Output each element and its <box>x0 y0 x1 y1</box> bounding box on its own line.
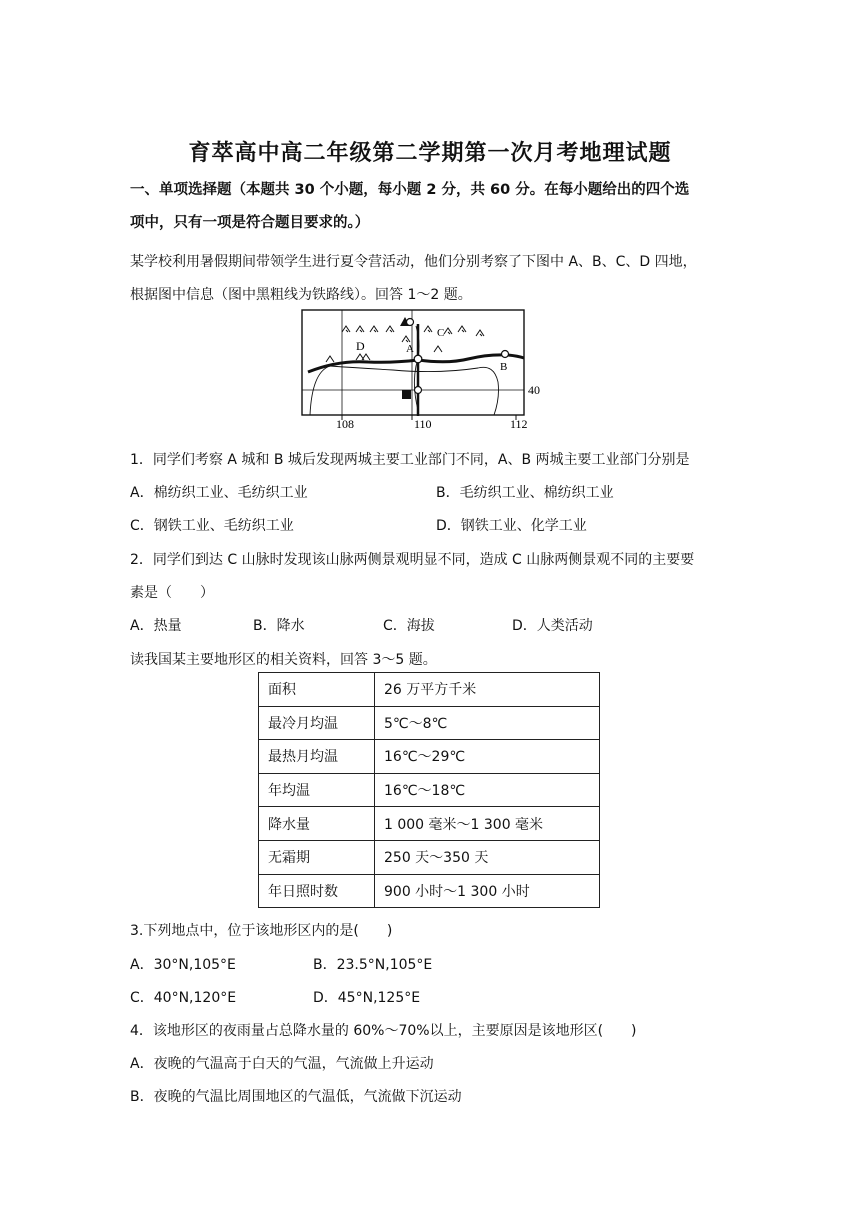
table-value: 26 万平方千米 <box>375 673 600 707</box>
label-a: A <box>406 343 414 355</box>
intro1-line1: 某学校利用暑假期间带领学生进行夏令营活动，他们分别考察了下图中 A、B、C、D 四地， <box>130 254 697 270</box>
mountain-icon <box>424 326 432 332</box>
q3-option-b[interactable]: B．23.5°N,105°E <box>313 957 433 973</box>
table-key: 年均温 <box>259 773 375 807</box>
intro1-line2: 根据图中信息（图中黑粗线为铁路线）。回答 1～2 题。 <box>130 287 472 303</box>
mountain-icon <box>370 326 378 332</box>
q1-option-c[interactable]: C．钢铁工业、毛纺织工业 <box>130 518 294 534</box>
railway-map-figure <box>298 306 548 430</box>
intro2: 读我国某主要地形区的相关资料，回答 3～5 题。 <box>130 652 437 668</box>
table-key: 面积 <box>259 673 375 707</box>
q2-option-a[interactable]: A．热量 <box>130 618 182 634</box>
table-row <box>259 773 600 807</box>
q2-option-c[interactable]: C．海拔 <box>383 618 435 634</box>
lon-label-110: 110 <box>414 417 432 430</box>
table-row <box>259 840 600 874</box>
q3-stem: 3.下列地点中，位于该地形区内的是( ) <box>130 923 393 939</box>
mountain-icon <box>444 328 452 334</box>
q2-stem-line1: 2．同学们到达 C 山脉时发现该山脉两侧景观明显不同，造成 C 山脉两侧景观不同的主要要 <box>130 552 695 568</box>
q3-option-a[interactable]: A．30°N,105°E <box>130 957 236 973</box>
label-b: B <box>500 361 508 373</box>
lat-label-40: 40 <box>528 383 540 397</box>
table-value: 1 000 毫米～1 300 毫米 <box>375 807 600 841</box>
lon-label-108: 108 <box>336 417 354 430</box>
table-key: 年日照时数 <box>259 874 375 908</box>
table-value: 250 天～350 天 <box>375 840 600 874</box>
q1-option-d[interactable]: D．钢铁工业、化学工业 <box>436 518 587 534</box>
mountain-icon <box>356 354 370 360</box>
q1-stem: 1．同学们考察 A 城和 B 城后发现两城主要工业部门不同，A、B 两城主要工业部门分别是 <box>130 452 690 468</box>
q1-option-a[interactable]: A．棉纺织工业、毛纺织工业 <box>130 485 308 501</box>
station-b <box>502 351 509 358</box>
table-value: 16℃～29℃ <box>375 740 600 774</box>
mountain-icon <box>476 330 484 336</box>
table-value: 16℃～18℃ <box>375 773 600 807</box>
q2-option-d[interactable]: D．人类活动 <box>512 618 593 634</box>
table-key: 最热月均温 <box>259 740 375 774</box>
lon-label-112: 112 <box>510 417 528 430</box>
mountain-icon <box>326 356 334 362</box>
table-row <box>259 807 600 841</box>
section-heading-line1: 一、单项选择题（本题共 30 个小题，每小题 2 分，共 60 分。在每小题给出的四个选 <box>130 182 690 198</box>
q1-option-b[interactable]: B．毛纺织工业、棉纺织工业 <box>436 485 614 501</box>
station-a <box>414 355 422 363</box>
table-row <box>259 874 600 908</box>
page-title: 育萃高中高二年级第二学期第一次月考地理试题 <box>188 141 672 166</box>
mountain-icon <box>356 326 364 332</box>
black-square-marker <box>402 390 411 399</box>
q4-stem: 4．该地形区的夜雨量占总降水量的 60%～70%以上，主要原因是该地形区( ) <box>130 1023 637 1039</box>
mountain-icon <box>434 346 442 352</box>
q3-option-d[interactable]: D．45°N,125°E <box>313 990 421 1006</box>
q2-stem-line2: 素是（ ） <box>130 585 214 601</box>
table-key: 最冷月均温 <box>259 706 375 740</box>
label-d: D <box>356 339 365 353</box>
mountain-icon <box>402 336 410 342</box>
label-c: C <box>437 327 445 339</box>
station-south <box>415 387 422 394</box>
station-north <box>407 319 414 326</box>
landform-data-table <box>258 672 600 908</box>
mountain-icon <box>458 326 466 332</box>
section-heading-line2: 项中，只有一项是符合题目要求的。） <box>130 215 370 231</box>
q4-option-b[interactable]: B．夜晚的气温比周围地区的气温低，气流做下沉运动 <box>130 1089 462 1105</box>
mountain-icon <box>342 326 350 332</box>
table-value: 900 小时～1 300 小时 <box>375 874 600 908</box>
table-row <box>259 673 600 707</box>
table-key: 无霜期 <box>259 840 375 874</box>
q2-option-b[interactable]: B．降水 <box>253 618 305 634</box>
q3-option-c[interactable]: C．40°N,120°E <box>130 990 237 1006</box>
q4-option-a[interactable]: A．夜晚的气温高于白天的气温，气流做上升运动 <box>130 1056 434 1072</box>
table-row <box>259 740 600 774</box>
mountain-icon <box>386 326 394 332</box>
table-value: 5℃～8℃ <box>375 706 600 740</box>
table-row <box>259 706 600 740</box>
table-key: 降水量 <box>259 807 375 841</box>
